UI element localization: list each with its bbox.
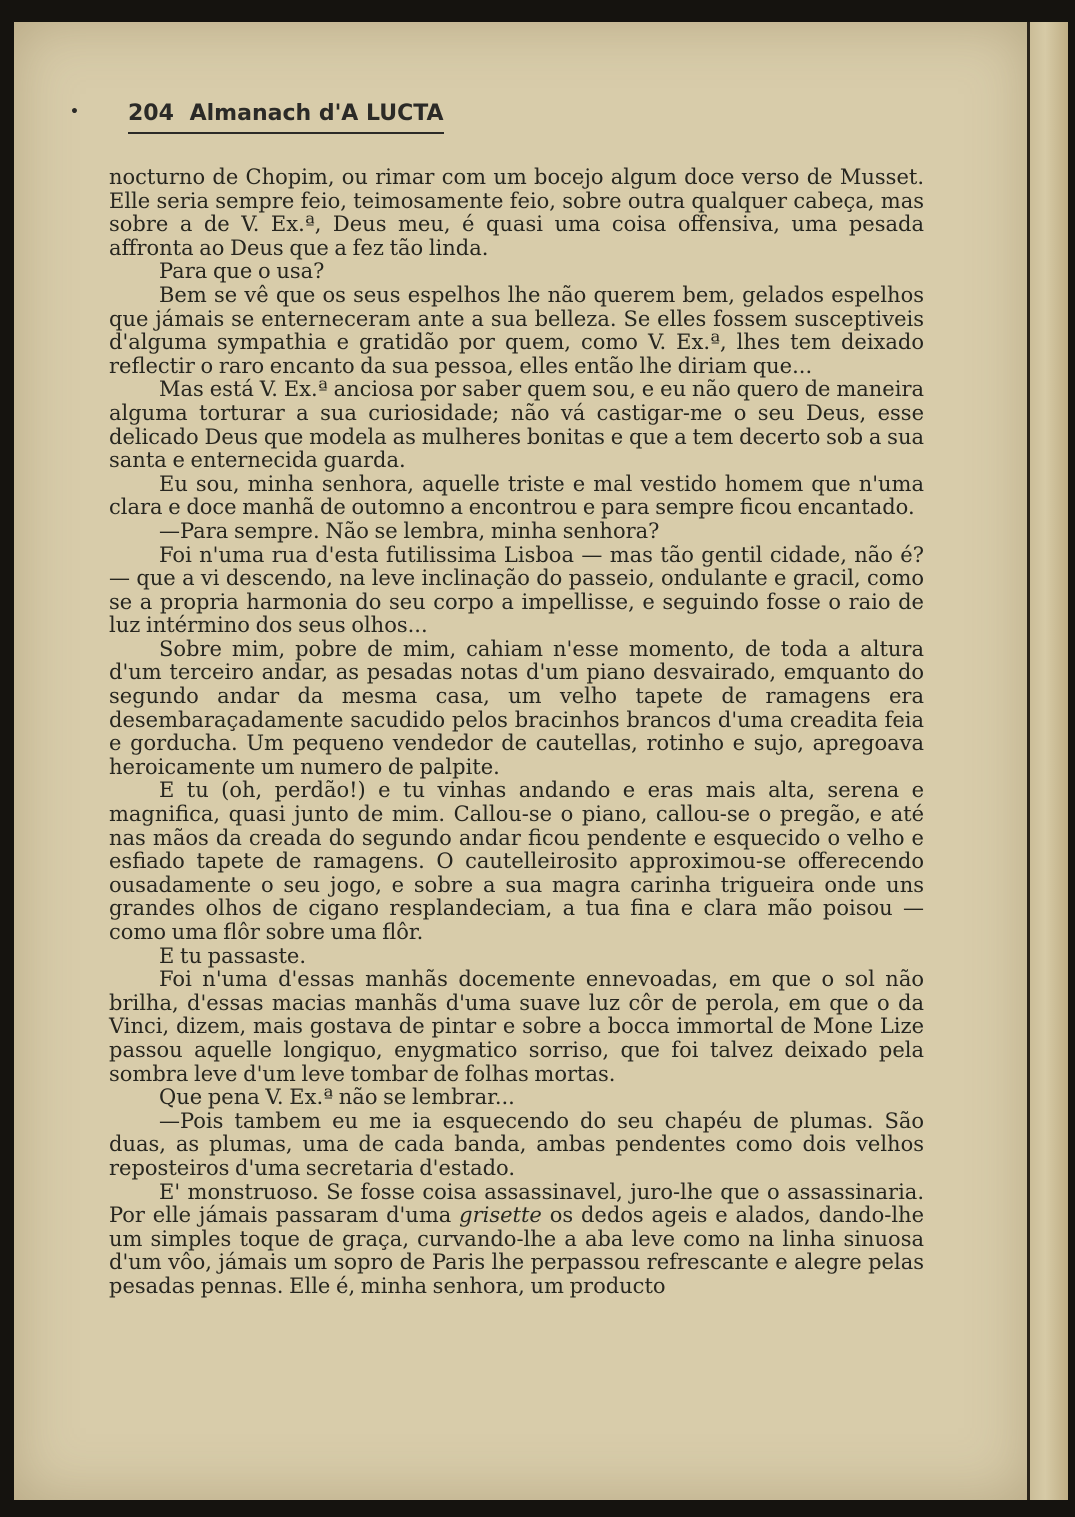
paragraph: Foi n'uma rua d'esta futilissima Lisboa — mas tão gentil cidade, não é? — que a vi descendo, na leve inclinação do passeio, ondulante e gracil, como se a propria harmonia do seu corpo a impellisse, e seguindo fosse o raio de luz intérmino dos seus olhos... <box>109 542 924 638</box>
running-title: Almanach d'A LUCTA <box>189 101 444 126</box>
paragraph: Foi n'uma d'essas manhãs docemente ennevoadas, em que o sol não brilha, d'essas macias manhãs d'uma suave luz côr de perola, em que o da Vinci, dizem, mais gostava de pintar e sobre a bocca immortal de Mone Lize passou aquelle longiquo, enygmatico sorriso, que foi talvez deixado pela sombra leve d'um leve tombar de folhas mortas. <box>109 967 924 1086</box>
italic-word: grisette <box>459 1203 542 1228</box>
paragraph: E tu passaste. <box>159 943 306 968</box>
body-text <box>109 166 924 1299</box>
paragraph: Eu sou, minha senhora, aquelle triste e mal vestido homem que n'uma clara e doce manhã de outomno a encontrou e para sempre ficou encantado. <box>109 471 924 520</box>
next-page-edge <box>1030 22 1068 1500</box>
paragraph-last <box>109 1181 924 1299</box>
paragraph: E tu (oh, perdão!) e tu vinhas andando e eras mais alta, serena e magnifica, quasi junto de mim. Callou-se o piano, callou-se o pregão, e até nas mãos da creada do segundo andar ficou pendente e esquecido o velho e esfiado tapete de ramagens. O cautelleirosito approximou-se offerecendo ousadamente o seu jogo, e sobre a sua magra carinha trigueira onde uns grandes olhos de cigano resplandeciam, a tua fina e clara mão poisou — como uma flôr sobre uma flôr. <box>109 778 924 944</box>
text-segment: E' monstruoso. Se fosse coisa assassinavel, juro-lhe que o assassinaria. Por elle jámais passaram d'uma <box>109 1179 924 1228</box>
paragraph: Bem se vê que os seus espelhos lhe não querem bem, gelados espelhos que jámais se enterneceram ante a sua belleza. Se elles fossem susceptiveis d'alguma sympathia e gratidão por quem, como V. Ex.ª, lhes tem deixado reflectir o raro encanto da sua pessoa, elles então lhe diriam que... <box>109 282 924 378</box>
paragraph-continued: nocturno de Chopim, ou rimar com um bocejo algum doce verso de Musset. Elle seria sempre feio, teimosamente feio, sobre outra qualquer cabeça, mas sobre a de V. Ex.ª, Deus meu, é quasi uma coisa offensiva, uma pesada affronta ao Deus que a fez tão linda. <box>109 165 924 260</box>
paragraph: Que pena V. Ex.ª não se lembrar... <box>159 1085 515 1110</box>
paragraph: Mas está V. Ex.ª anciosa por saber quem sou, e eu não quero de maneira alguma torturar a sua curiosidade; não vá castigar-me o seu Deus, esse delicado Deus que modela as mulheres bonitas e que a tem decerto sob a sua santa e enternecida guarda. <box>109 377 924 473</box>
paragraph: —Para sempre. Não se lembra, minha senhora? <box>159 518 660 543</box>
page-number: 204 <box>128 101 174 126</box>
header-mark: • <box>70 104 79 120</box>
paragraph: —Pois tambem eu me ia esquecendo do seu chapéu de plumas. São duas, as plumas, uma de cada banda, ambas pendentes como dois velhos reposteiros d'uma secretaria d'estado. <box>109 1108 924 1180</box>
paragraph: Sobre mim, pobre de mim, cahiam n'esse momento, de toda a altura d'um terceiro andar, as pesadas notas d'um piano desvairado, emquanto do segundo andar da mesma casa, um velho tapete de ramagens era desembaraçadamente sacudido pelos bracinhos brancos d'uma creadita feia e gorducha. Um pequeno vendedor de cautellas, rotinho e sujo, apregoava heroicamente um numero de palpite. <box>109 636 924 779</box>
paragraph: Para que o usa? <box>159 259 325 284</box>
header-rule <box>128 132 444 134</box>
text-segment: os dedos ageis e alados, dando-lhe um simples toque de graça, curvando-lhe a aba leve como na linha sinuosa d'um vôo, jámais um sopro de Paris lhe perpassou refrescante e alegre pelas pesadas pennas. Elle é, minha senhora, um producto <box>109 1203 925 1298</box>
running-header <box>70 101 444 126</box>
